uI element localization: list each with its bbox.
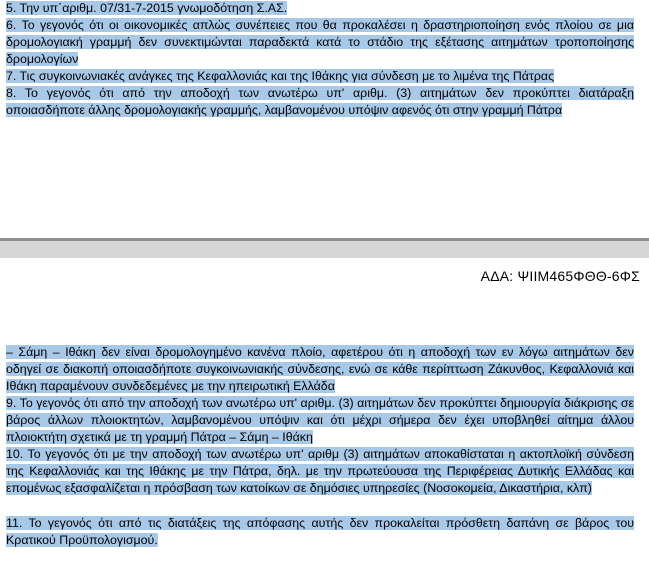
paragraph-8-continued-text[interactable]: – Σάμη – Ιθάκη δεν είναι δρομολογημένο κανένα πλοίο, αφετέρου ότι η αποδοχή των εν λόγω αιτημάτων δεν οδηγεί σε διακοπή οποιασδήποτε συγκοινωνιακής σύνδεσης, ενώ σε κάθε περίπτωση Ζάκυνθος, Κεφαλλονιά και Ιθάκη παραμένουν συνδεδεμένες με την ηπειρωτική Ελλάδα bbox=[6, 345, 634, 394]
paragraph-9-text[interactable]: 9. Το γεγονός ότι από την αποδοχή των ανωτέρω υπ' αριθμ. (3) αιτημάτων δεν προκύπτει δημιουργία διάκρισης σε βάρος άλλων πλοιοκτητών, λαμβανομένου υπόψιν και ότι μέχρι σήμερα δεν έχει υποβληθεί αίτημα άλλου πλοιοκτήτη σχετικά με τη γραμμή Πάτρα – Σάμη – Ιθάκη bbox=[6, 396, 634, 445]
paragraph-11 bbox=[6, 515, 634, 549]
paragraph-10-text[interactable]: 10. Το γεγονός ότι με την αποδοχή των ανωτέρω υπ' αριθμ (3) αιτημάτων αποκαθίσταται η ακτοπλοϊκή σύνδεση της Κεφαλλονιάς και της Ιθάκης με την Πάτρα, δηλ. με την πρωτεύουσα της Περιφέρειας Δυτικής Ελλάδας και επομένως εξασφαλίζεται η πρόσβαση των κατοίκων σε δημόσιες υπηρεσίες (Νοσοκομεία, Δικαστήρια, κλπ) bbox=[6, 447, 634, 496]
paragraph-5-text[interactable]: 5. Την υπ΄αριθμ. 07/31-7-2015 γνωμοδότηση Σ.ΑΣ. bbox=[6, 1, 288, 15]
paragraph-7 bbox=[6, 68, 634, 85]
paragraph-11-text[interactable]: 11. Το γεγονός ότι από τις διατάξεις της απόφασης αυτής δεν προκαλείται πρόσθετη δαπάνη σε βάρος του Κρατικού Προϋπολογισμού. bbox=[6, 516, 634, 548]
document-page-bottom bbox=[0, 258, 649, 566]
paragraph-8-text[interactable]: 8. Το γεγονός ότι από την αποδοχή των ανωτέρω υπ' αριθμ. (3) αιτημάτων δεν προκύπτει διατάραξη οποιασδήποτε άλλης δρομολογιακής γραμμής, λαμβανομένου υπόψιν αφενός ότι στην γραμμή Πάτρα bbox=[6, 86, 634, 118]
paragraph-6 bbox=[6, 17, 634, 68]
paragraph-8 bbox=[6, 85, 634, 119]
paragraph-9 bbox=[6, 395, 634, 446]
paragraph-5 bbox=[6, 0, 634, 17]
paragraph-8-continued bbox=[6, 344, 634, 395]
paragraph-10 bbox=[6, 446, 634, 497]
paragraph-6-text[interactable]: 6. Το γεγονός ότι οι οικονομικές απλώς συνέπειες που θα προκαλέσει η δραστηριοποίηση ενός πλοίου σε μια δρομολογιακή γραμμή δεν συνεκτιμώνται παραδεκτά κατά το στάδιο της εξέτασης αιτημάτων τροποποίησης δρομολογίων bbox=[6, 18, 634, 67]
ada-code: ΑΔΑ: ΨΙΙΜ465ΦΘΘ-6ΦΣ bbox=[480, 268, 640, 284]
document-page-top bbox=[0, 0, 649, 238]
paragraph-7-text[interactable]: 7. Τις συγκοινωνιακές ανάγκες της Κεφαλλονιάς και της Ιθάκης για σύνδεση με το λιμένα της Πάτρας bbox=[6, 69, 555, 83]
page-break-separator bbox=[0, 238, 649, 258]
